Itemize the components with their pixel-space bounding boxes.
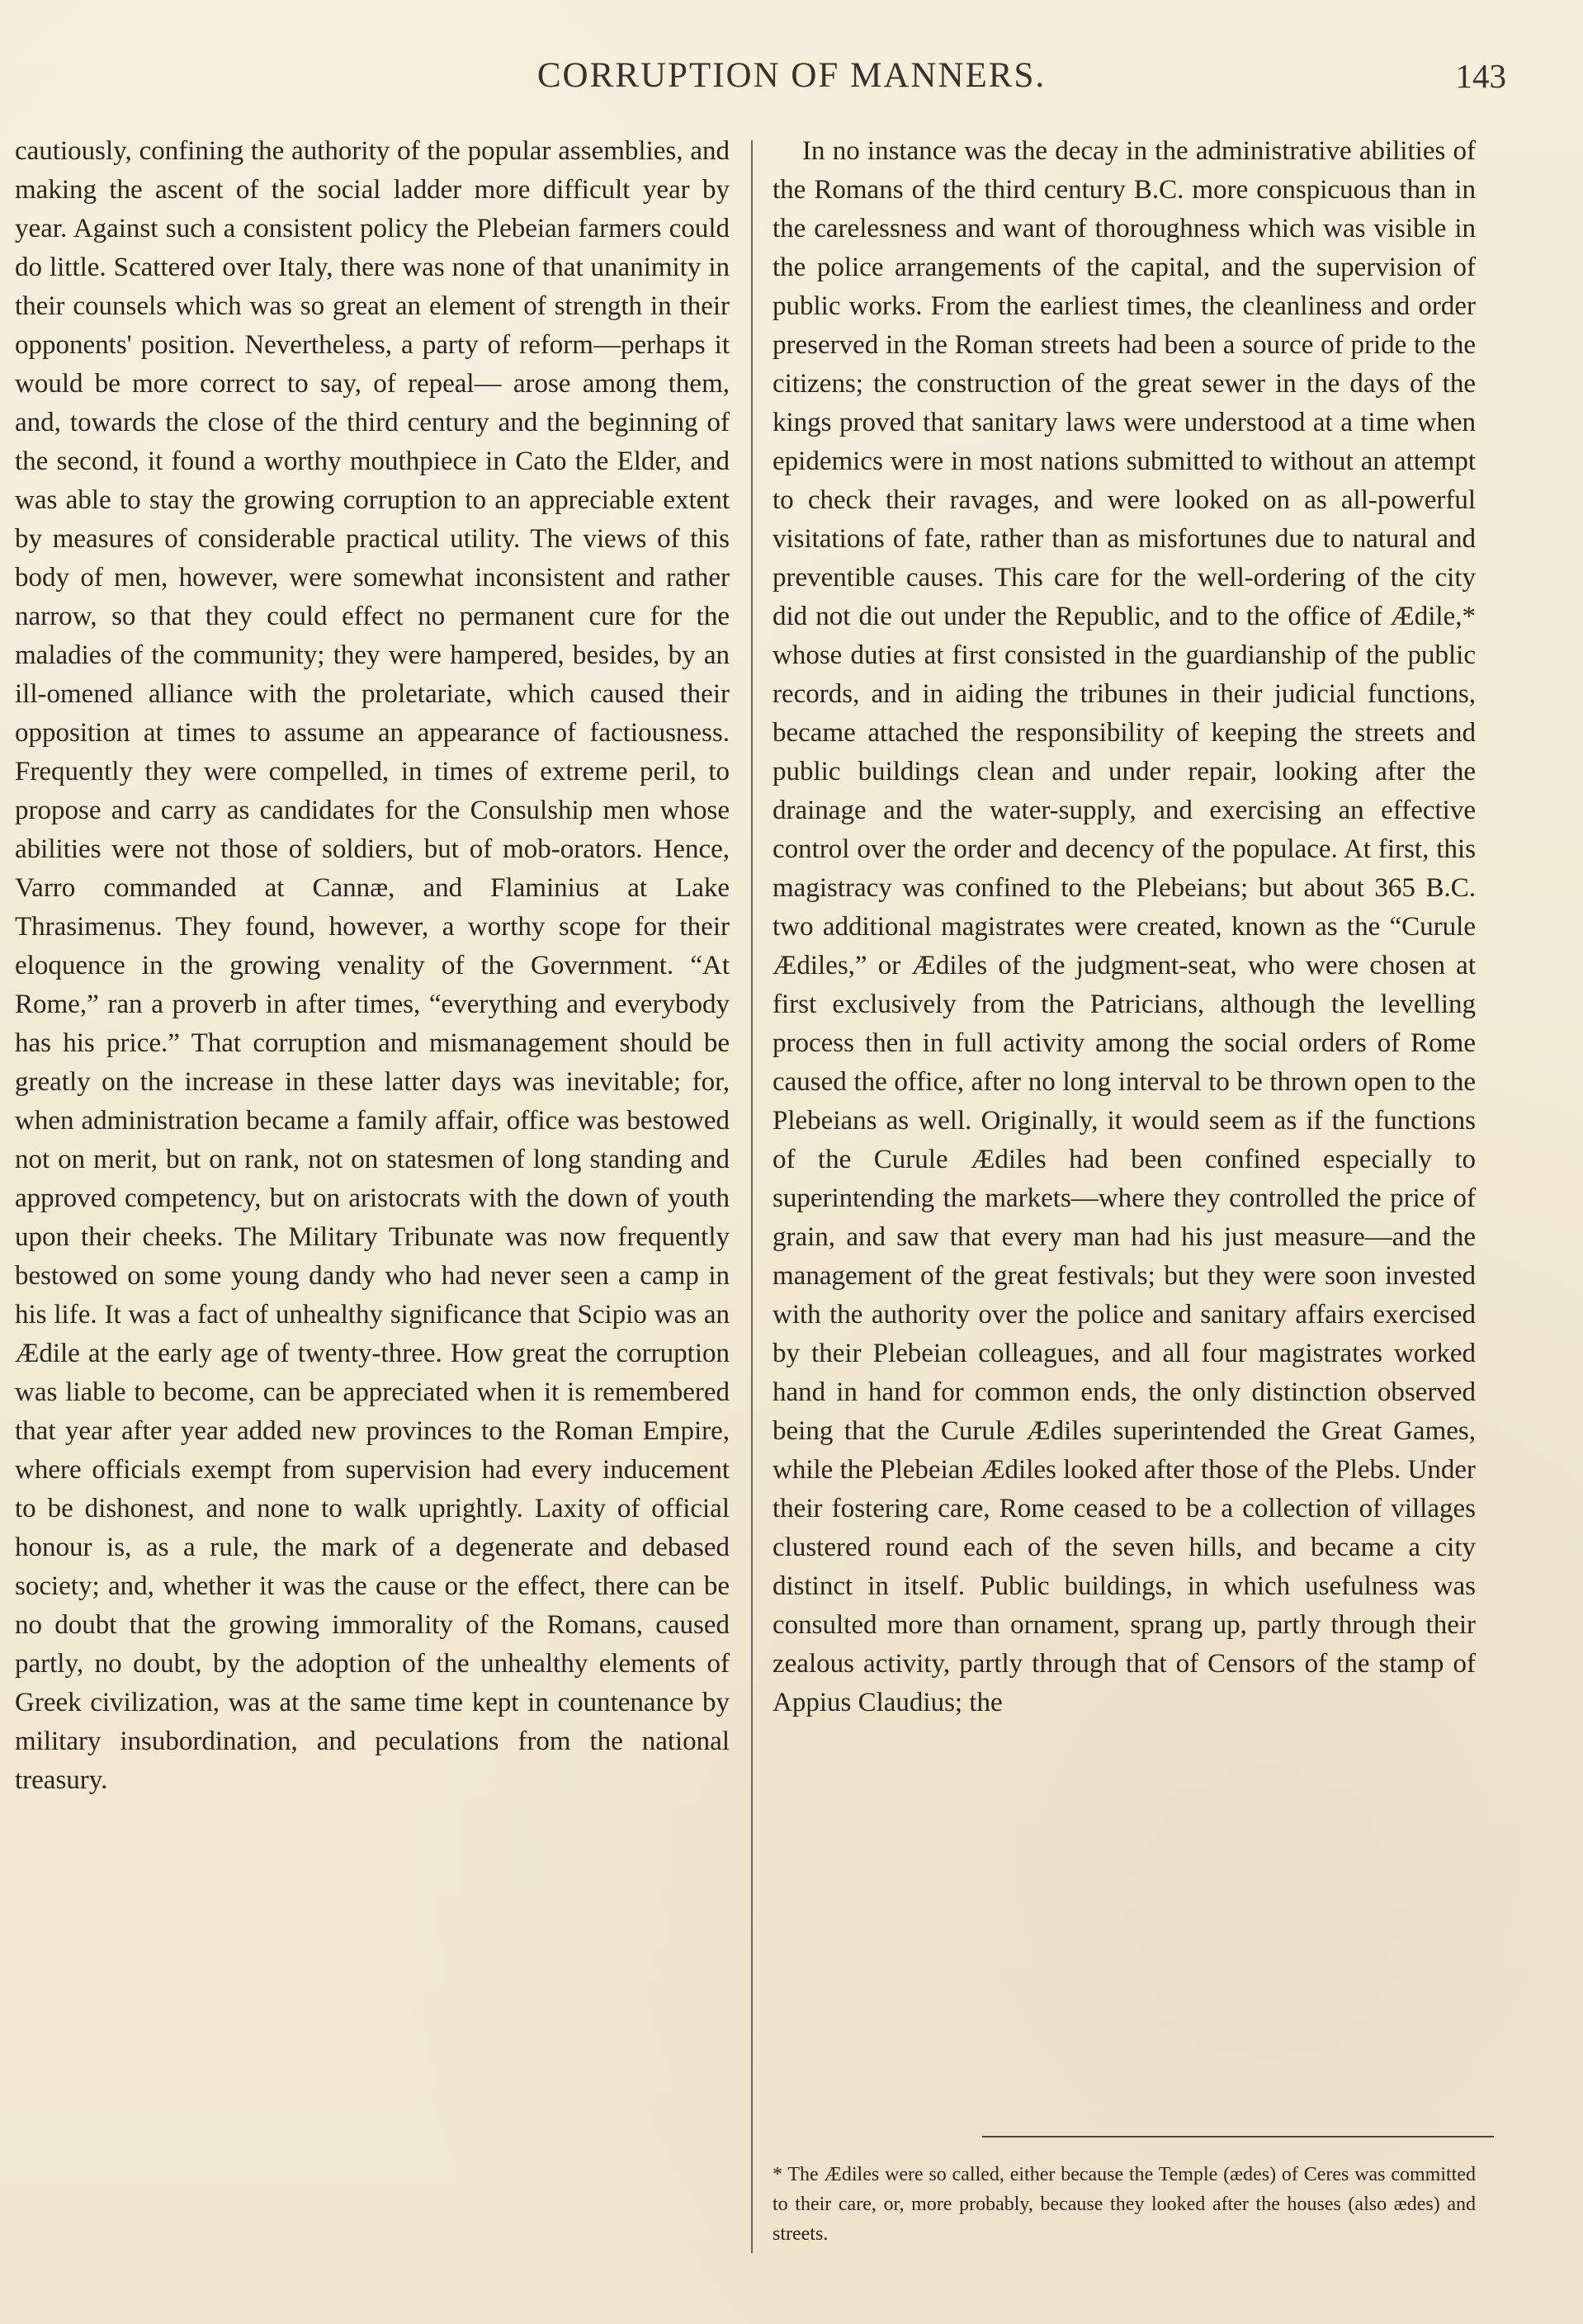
- footnote-separator: [982, 2136, 1494, 2137]
- running-head: [0, 51, 1583, 101]
- left-column: [15, 132, 730, 2261]
- column-divider: [751, 140, 753, 2253]
- page-title: CORRUPTION OF MANNERS.: [536, 56, 1047, 95]
- right-paragraph: In no instance was the decay in the administrative abilities of the Romans of the third century B.C. more conspicuous than in the carelessness and want of thoroughness which was visible in the police arrangements of the capital, and the supervision of public works. From the earliest times, the cleanliness and order preserved in the Roman streets had been a source of pride to the citizens; the construction of the great sewer in the days of the kings proved that sanitary laws were understood at a time when epidemics were in most nations submitted to without an attempt to check their ravages, and were looked on as all-powerful visitations of fate, rather than as misfortunes due to natural and preventible causes. This care for the well-ordering of the city did not die out under the Republic, and to the office of Ædile,* whose duties at first consisted in the guardianship of the public records, and in aiding the tribunes in their judicial functions, became attached the responsibility of keeping the streets and public buildings clean and under repair, looking after the drainage and the water-supply, and exercising an effective control over the order and decency of the populace. At first, this magistracy was confined to the Plebeians; but about 365 B.C. two additional magistrates were created, known as the “Curule Ædiles,” or Ædiles of the judgment-seat, who were chosen at first exclusively from the Patricians, although the levelling process then in full activity among the social orders of Rome caused the office, after no long interval to be thrown open to the Plebeians as well. Originally, it would seem as if the functions of the Curule Ædiles had been confined especially to superintending the markets—where they controlled the price of grain, and saw that every man had his just measure—and the management of the great festivals; but they were soon invested with the authority over the police and sanitary affairs exercised by their Plebeian colleagues, and all four magistrates worked hand in hand for common ends, the only distinction observed being that the Curule Ædiles superintended the Great Games, while the Plebeian Ædiles looked after those of the Plebs. Under their fostering care, Rome ceased to be a collection of villages clustered round each of the seven hills, and became a city distinct in itself. Public buildings, in which usefulness was consulted more than ornament, sprang up, partly through their zealous activity, partly through that of Censors of the stamp of Appius Claudius; the: [773, 136, 1476, 1717]
- right-column: [773, 132, 1476, 2137]
- footnote: [773, 2160, 1476, 2249]
- footnote-text: * The Ædiles were so called, either because the Temple (ædes) of Ceres was committed to their care, or, more probably, because they looked after the houses (also ædes) and streets.: [773, 2164, 1476, 2245]
- left-paragraph: cautiously, confining the authority of the popular assemblies, and making the ascent of the social ladder more difficult year by year. Against such a consistent policy the Plebeian farmers could do little. Scattered over Italy, there was none of that unanimity in their counsels which was so great an element of strength in their opponents' position. Nevertheless, a party of reform—perhaps it would be more correct to say, of repeal— arose among them, and, towards the close of the third century and the beginning of the second, it found a worthy mouthpiece in Cato the Elder, and was able to stay the growing corruption to an appreciable extent by measures of considerable practical utility. The views of this body of men, however, were somewhat inconsistent and rather narrow, so that they could effect no permanent cure for the maladies of the community; they were hampered, besides, by an ill-omened alliance with the proletariate, which caused their opposition at times to assume an appearance of factiousness. Frequently they were compelled, in times of extreme peril, to propose and carry as candidates for the Consulship men whose abilities were not those of soldiers, but of mob-orators. Hence, Varro commanded at Cannæ, and Flaminius at Lake Thrasimenus. They found, however, a worthy scope for their eloquence in the growing venality of the Government. “At Rome,” ran a proverb in after times, “everything and everybody has his price.” That corruption and mismanagement should be greatly on the increase in these latter days was inevitable; for, when administration became a family affair, office was bestowed not on merit, but on rank, not on statesmen of long standing and approved competency, but on aristocrats with the down of youth upon their cheeks. The Military Tribunate was now frequently bestowed on some young dandy who had never seen a camp in his life. It was a fact of unhealthy significance that Scipio was an Ædile at the early age of twenty-three. How great the corruption was liable to become, can be appreciated when it is remembered that year after year added new provinces to the Roman Empire, where officials exempt from supervision had every inducement to be dishonest, and none to walk uprightly. Laxity of official honour is, as a rule, the mark of a degenerate and debased society; and, whether it was the cause or the effect, there can be no doubt that the growing immorality of the Romans, caused partly, no doubt, by the adoption of the unhealthy elements of Greek civilization, was at the same time kept in countenance by military insubordination, and peculations from the national treasury.: [15, 136, 730, 1795]
- page-number: 143: [1455, 57, 1506, 95]
